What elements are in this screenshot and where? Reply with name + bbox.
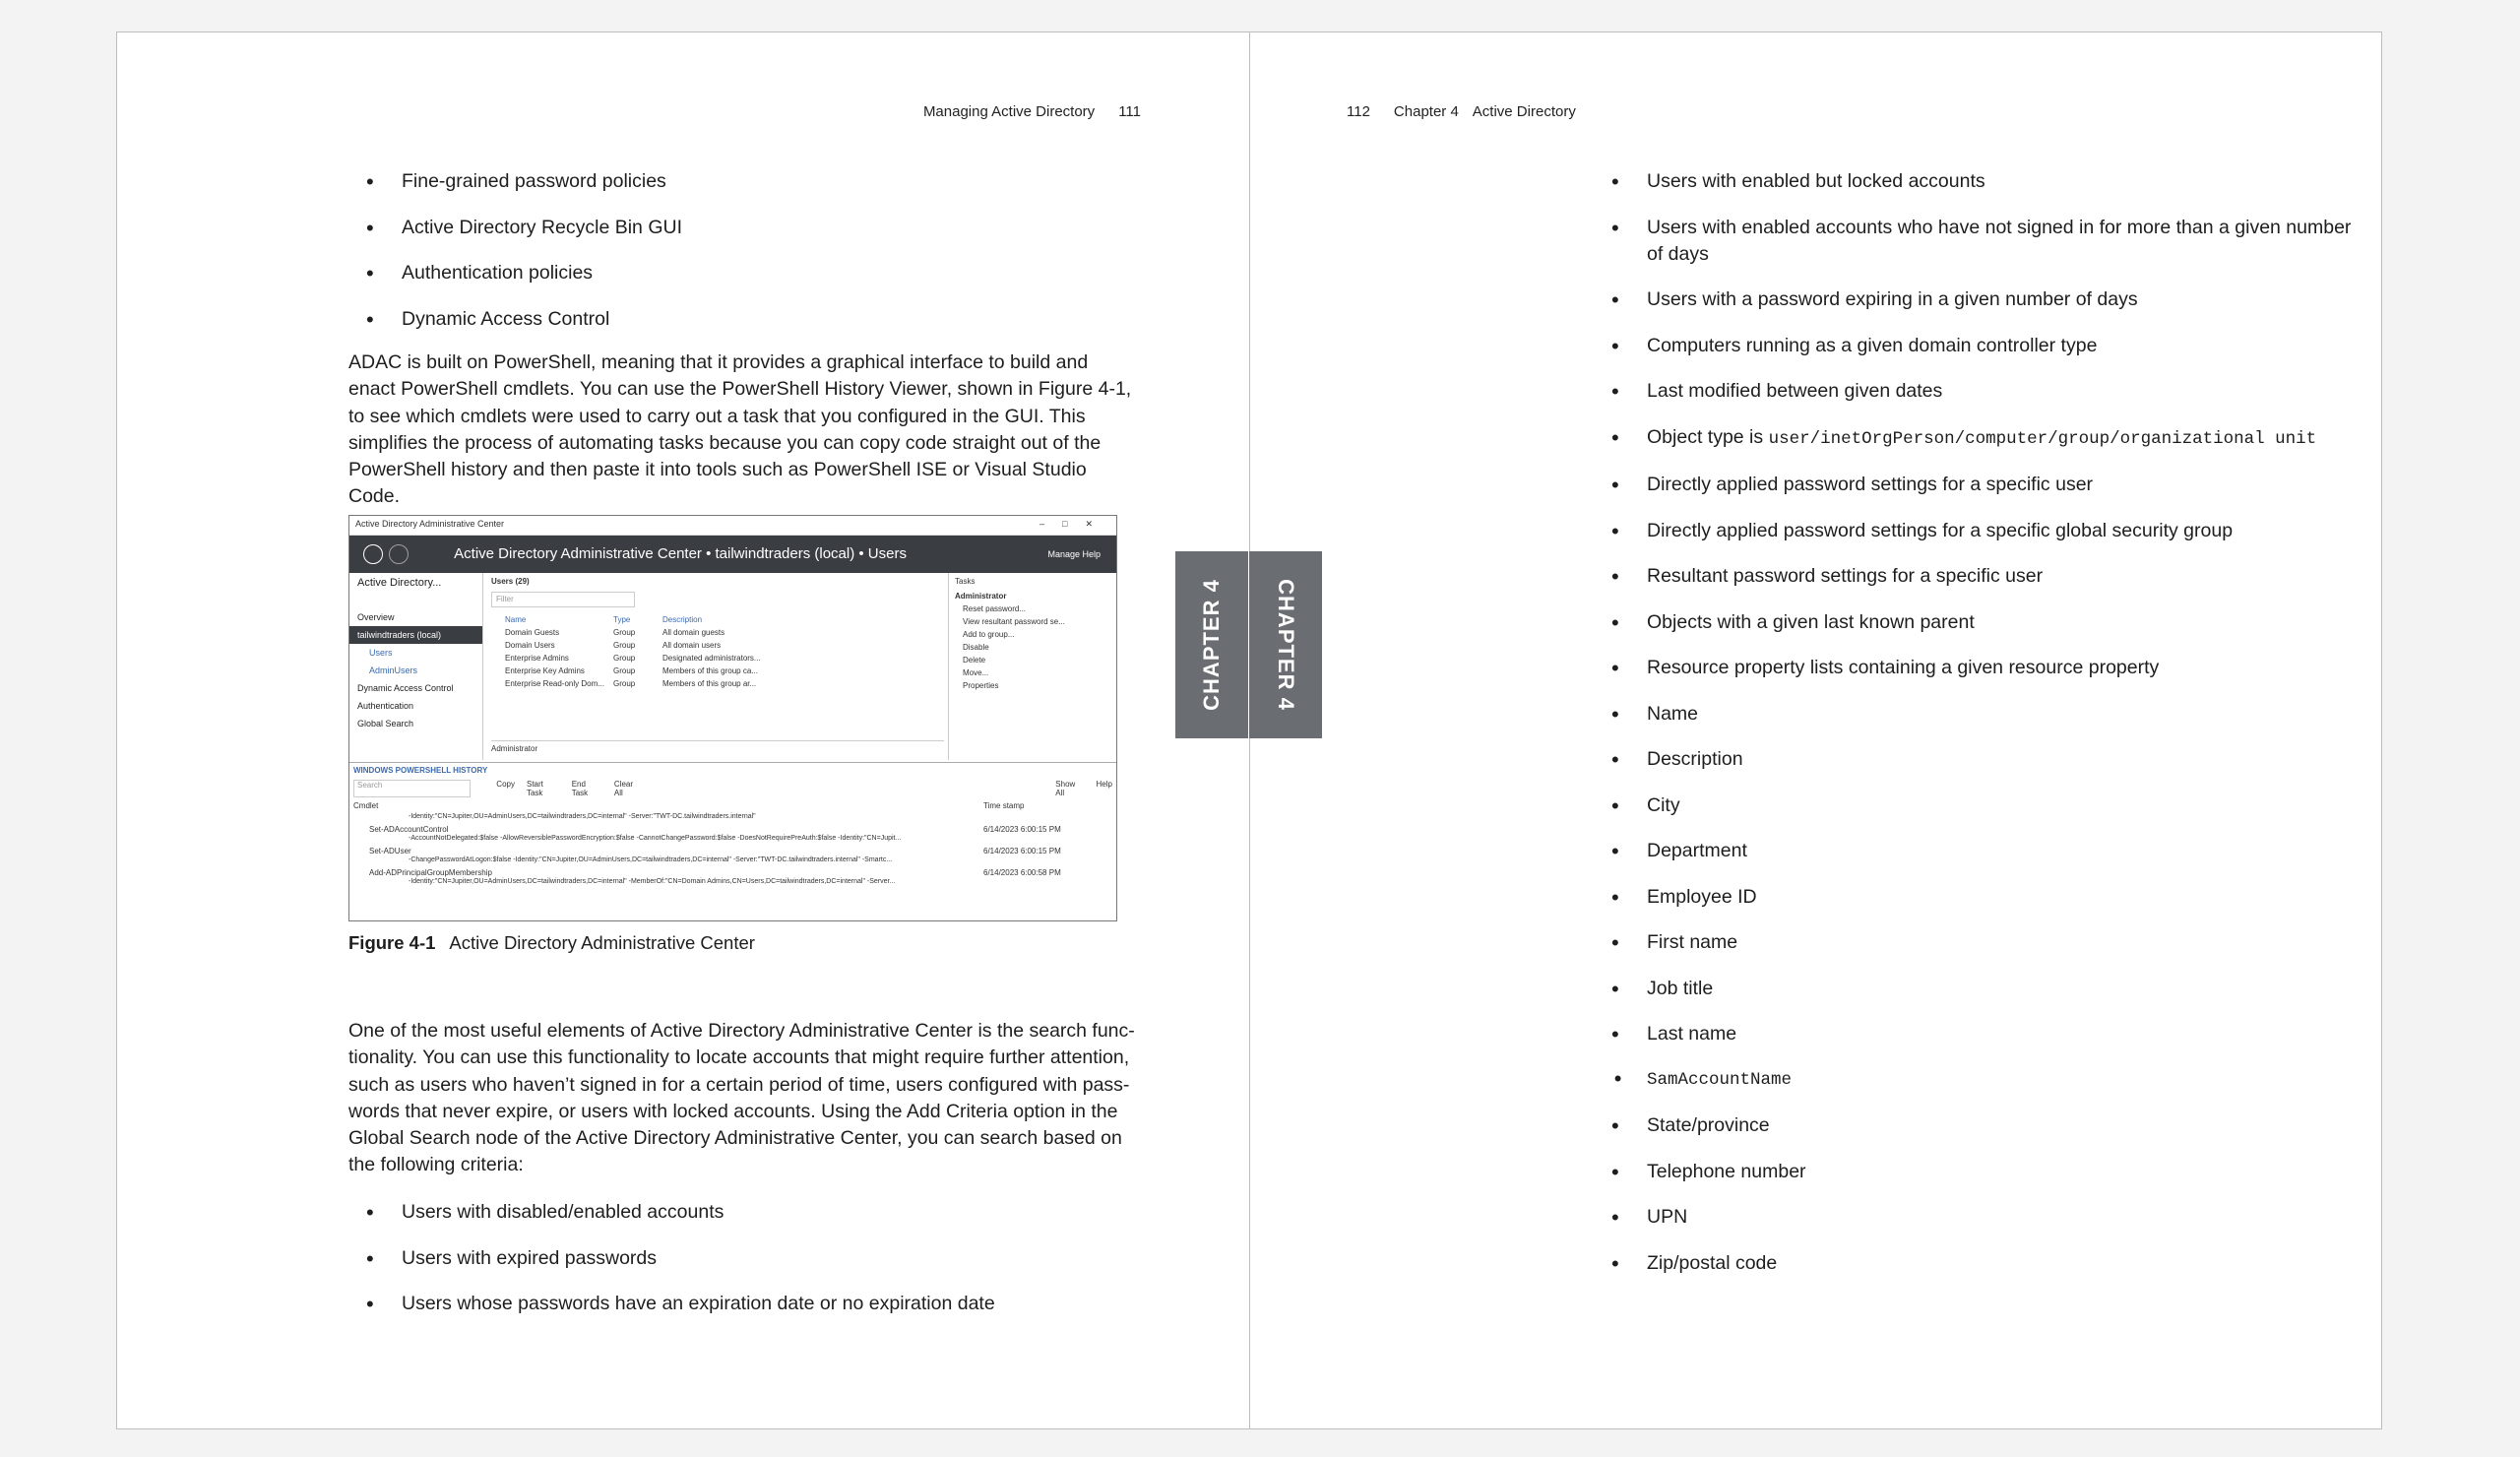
table-row: Enterprise Key Admins Group Members of this group ca...	[505, 666, 758, 675]
nav-item: Global Search	[357, 719, 414, 728]
powershell-history	[349, 762, 1116, 921]
table-row: Enterprise Read-only Dom... Group Members of this group ar...	[505, 679, 757, 688]
list-item: • Users with disabled/enabled accounts	[348, 1199, 1136, 1226]
page-number: 112	[1347, 103, 1370, 120]
window-titlebar	[349, 516, 1116, 536]
ps-toolbar	[349, 778, 1116, 799]
ps-entry: Set-ADUser 6/14/2023 6:00:15 PM	[369, 847, 1061, 855]
adac-nav-pane	[349, 573, 483, 760]
ps-button: Clear All	[613, 780, 634, 797]
list-item: • First name	[1594, 929, 2362, 956]
table-row: Enterprise Admins Group Designated administrators...	[505, 654, 761, 663]
ps-show-all: Show All	[1055, 780, 1076, 797]
ps-button: Start Task	[526, 780, 543, 797]
running-head-title: Managing Active Directory	[922, 103, 1096, 120]
list-item: • Active Directory Recycle Bin GUI	[348, 215, 1136, 241]
list-item: • Job title	[1594, 976, 2362, 1002]
figure-screenshot	[348, 515, 1117, 921]
tasks-title: Tasks	[955, 577, 976, 586]
column-header: Description	[662, 615, 703, 624]
nav-item: Authentication	[357, 701, 414, 711]
tasks-sub: Administrator	[955, 592, 1007, 601]
task-item: Reset password...	[963, 604, 1027, 613]
page-number: 111	[1118, 103, 1141, 120]
paragraph-adac: ADAC is built on PowerShell, meaning that it provides a graphical interface to build and enact PowerShell cmdlets. You can use the PowerShell History Viewer, shown in Figure 4-1, to see which cmdlets were used to carry out a task that you configured in the GUI. This simplifies the process of automating tasks because you can copy code straight out of the PowerShell history and then paste it into tools such as PowerShell ISE or Visual Studio Code.	[348, 351, 1132, 508]
chapter-thumb-tab-left: CHAPTER 4	[1175, 551, 1248, 738]
task-item: Move...	[963, 668, 989, 677]
list-item: • Computers running as a given domain controller type	[1594, 333, 2362, 359]
chapter-thumb-tab-right: CHAPTER 4	[1249, 551, 1322, 738]
list-item: • Resource property lists containing a given resource property	[1594, 655, 2362, 681]
object-type-code: user/inetOrgPerson/computer/group/organizational unit	[1768, 428, 2317, 449]
list-title: Users (29)	[491, 577, 530, 586]
list-item: • Users with enabled accounts who have not signed in for more than a given number of days	[1594, 215, 2362, 268]
ps-entry: Set-ADAccountControl 6/14/2023 6:00:15 PM	[369, 825, 1061, 834]
window-controls: –□✕	[1040, 519, 1110, 529]
ps-columns	[349, 799, 1116, 812]
list-item: • Users with enabled but locked accounts	[1594, 168, 2362, 195]
nav-item: Overview	[357, 612, 395, 622]
right-running-head	[1347, 103, 1576, 120]
ps-line: -AccountNotDelegated:$false -AllowReversiblePasswordEncryption:$false -CannotChangePassword:$false -DoesNotRequirePreAuth:$false -Identity:"CN=Jupit...	[409, 835, 902, 842]
nav-item: tailwindtraders (local)	[349, 626, 482, 644]
bullet-list-bottom	[348, 1199, 1136, 1337]
filter-input: Filter	[491, 592, 635, 607]
list-item: • Last name	[1594, 1021, 2362, 1047]
figure-title: Active Directory Administrative Center	[449, 932, 755, 953]
ps-help: Help	[1096, 780, 1112, 789]
table-row: Domain Users Group All domain users	[505, 641, 722, 650]
adac-users-list	[485, 573, 948, 760]
list-item: • Description	[1594, 746, 2362, 773]
ps-search: Search	[353, 780, 471, 797]
ps-line: -Identity:"CN=Jupiter,OU=AdminUsers,DC=tailwindtraders,DC=internal" -MemberOf:"CN=Domain Admins,CN=Users,DC=tailwindtraders,DC=internal" -Server...	[409, 878, 896, 885]
forward-icon	[389, 544, 409, 564]
adac-breadcrumb: Active Directory Administrative Center • tailwindtraders (local) • Users	[454, 545, 907, 562]
running-head-title: Active Directory	[1472, 103, 1576, 120]
task-item: Delete	[963, 656, 986, 665]
list-item: • Directly applied password settings for a specific global security group	[1594, 518, 2362, 544]
running-head-chapter: Chapter 4	[1393, 103, 1459, 120]
list-item: • Department	[1594, 838, 2362, 864]
ps-col: Time stamp	[983, 801, 1025, 810]
ps-line: -ChangePasswordAtLogon:$false -Identity:"CN=Jupiter,OU=AdminUsers,DC=tailwindtraders,DC=internal" -Server:"TWT-DC.tailwindtraders.internal" -Smartc...	[409, 856, 893, 863]
left-running-head	[117, 103, 1141, 120]
right-page	[1249, 32, 2382, 1429]
list-item: • Name	[1594, 701, 2362, 728]
ps-title: WINDOWS POWERSHELL HISTORY	[353, 766, 488, 775]
criteria-list	[1594, 168, 2362, 1296]
ps-entry: Add-ADPrincipalGroupMembership 6/14/2023 6:00:58 PM	[369, 868, 1061, 877]
adac-tasks-pane	[948, 573, 1117, 760]
list-item: • Authentication policies	[348, 260, 1136, 286]
figure-label: Figure 4-1	[348, 932, 436, 953]
book-spread	[116, 32, 2382, 1429]
list-item: • Zip/postal code	[1594, 1250, 2362, 1277]
list-item: • Directly applied password settings for a specific user	[1594, 472, 2362, 498]
list-item: • Employee ID	[1594, 884, 2362, 911]
task-item: View resultant password se...	[963, 617, 1065, 626]
selected-item: Administrator	[491, 740, 944, 753]
bullet-list-top	[348, 168, 1136, 351]
list-item: • Telephone number	[1594, 1159, 2362, 1185]
list-item: • City	[1594, 792, 2362, 819]
back-icon	[363, 544, 383, 564]
window-title: Active Directory Administrative Center	[355, 519, 505, 529]
column-header: Name	[505, 615, 527, 624]
task-item: Disable	[963, 643, 989, 652]
header-menu: Manage Help	[1047, 549, 1101, 559]
table-header	[485, 609, 948, 626]
list-item: • Users whose passwords have an expiration date or no expiration date	[348, 1291, 1136, 1317]
list-item: • Dynamic Access Control	[348, 306, 1136, 333]
list-item: • UPN	[1594, 1204, 2362, 1231]
list-item: • Objects with a given last known parent	[1594, 609, 2362, 636]
paragraph-search: One of the most useful elements of Active Directory Administrative Center is the search func-tionality. You can use this functionality to locate accounts that might require further attention, such as users who haven’t signed in for a certain period of time, users configured with pass-words that never expire, or users with locked accounts. Using the Add Criteria option in the Global Search node of the Active Directory Administrative Center, you can search based on the following criteria:	[348, 1020, 1135, 1176]
nav-title: Active Directory...	[357, 577, 442, 589]
left-page	[116, 32, 1250, 1429]
list-item: • Fine-grained password policies	[348, 168, 1136, 195]
list-item: • Users with a password expiring in a given number of days	[1594, 286, 2362, 313]
adac-header	[349, 536, 1116, 573]
list-item: • Users with expired passwords	[348, 1245, 1136, 1272]
nav-item: AdminUsers	[369, 665, 418, 675]
nav-item: Users	[369, 648, 393, 658]
ps-button: End Task	[571, 780, 589, 797]
task-item: Properties	[963, 681, 999, 690]
figure-caption	[348, 932, 755, 954]
list-item: • State/province	[1594, 1112, 2362, 1139]
list-item: • SamAccountName	[1594, 1067, 2362, 1094]
ps-line: -Identity:"CN=Jupiter,OU=AdminUsers,DC=tailwindtraders,DC=internal" -Server:"TWT-DC.tailwindtraders.internal"	[409, 813, 756, 820]
ps-col: Cmdlet	[353, 801, 379, 810]
list-item: • Last modified between given dates	[1594, 378, 2362, 405]
ps-button: Copy	[496, 780, 515, 789]
task-item: Add to group...	[963, 630, 1015, 639]
list-item: • Resultant password settings for a specific user	[1594, 563, 2362, 590]
table-row: Domain Guests Group All domain guests	[505, 628, 725, 637]
list-item: • Object type is user/inetOrgPerson/computer/group/organizational unit	[1594, 424, 2362, 453]
column-header: Type	[613, 615, 631, 624]
nav-item: Dynamic Access Control	[357, 683, 454, 693]
